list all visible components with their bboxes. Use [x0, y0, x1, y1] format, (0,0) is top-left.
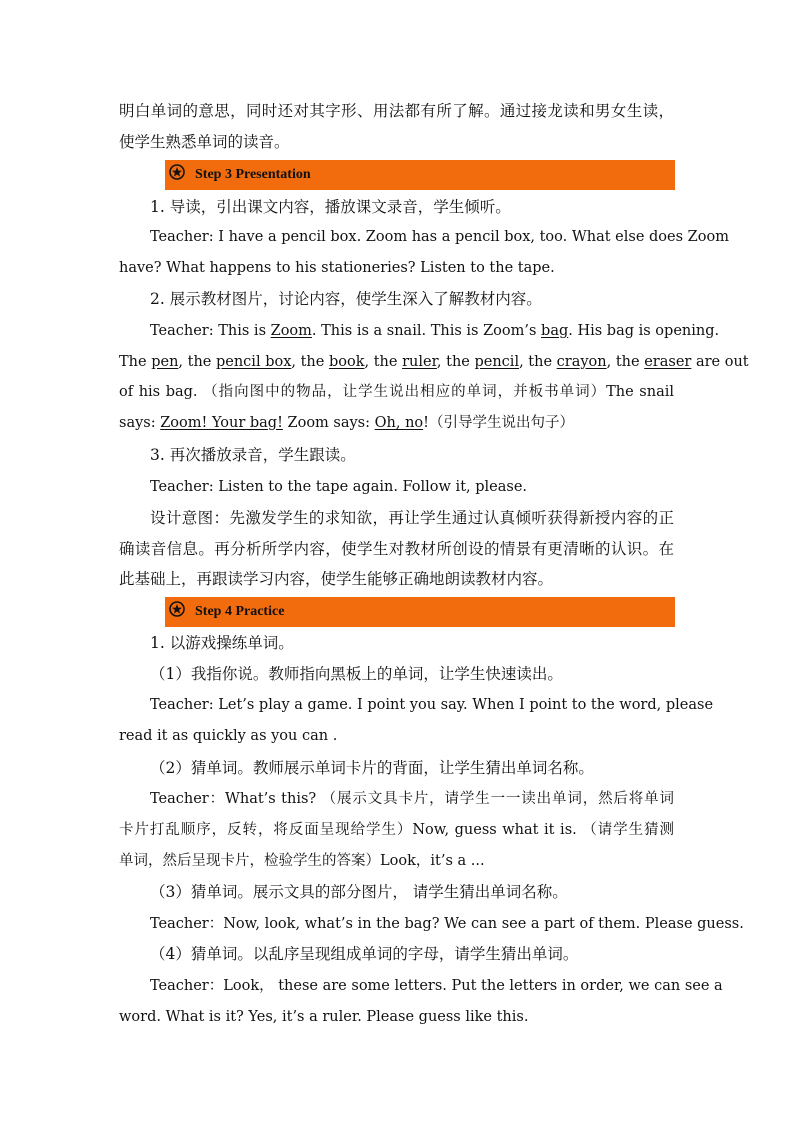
text-run: , the	[519, 354, 557, 370]
step4-heading: Step 4 Practice	[195, 604, 285, 619]
text-run: Zoom says:	[282, 415, 375, 431]
text-run: The	[119, 354, 152, 370]
design-intent-line-3: 此基础上，再跟读学习内容，使学生能够正确地朗读教材内容。	[119, 570, 554, 588]
design-intent-line-1: 设计意图：先激发学生的求知欲，再让学生通过认真倾听获得新授内容的正	[150, 509, 674, 527]
text-run: , the	[436, 354, 475, 370]
intro-line-2: 使学生熟悉单词的读音。	[119, 133, 290, 151]
underlined-word-pencil: pencil	[474, 354, 520, 370]
game-4-title: （4）猜单词。以乱序呈现组成单词的字母，请学生猜出单词。	[150, 945, 579, 963]
game-2-title: （2）猜单词。教师展示单词卡片的背面，让学生猜出单词名称。	[150, 759, 594, 777]
underlined-word-ruler: ruler	[402, 354, 437, 370]
step4-point-1: 1. 以游戏操练单词。	[150, 634, 294, 652]
step4-heading-bar	[165, 597, 675, 627]
step3-teacher-3: Teacher: Listen to the tape again. Follow it, please.	[150, 479, 528, 495]
text-run: , the	[178, 354, 216, 370]
underlined-word-bag: bag	[541, 323, 569, 339]
text-run: says:	[119, 415, 161, 431]
step3-teacher-2-line-3: of his bag. （指向图中的物品，让学生说出相应的单词，并板书单词）The snail	[119, 384, 674, 400]
step3-teacher-1-line-2: have? What happens to his stationeries? Listen to the tape.	[119, 260, 555, 276]
step3-teacher-2-line-4	[119, 412, 674, 434]
text-run: . This is a snail. This is Zoom’s	[311, 323, 542, 339]
step3-point-1: 1. 导读，引出课文内容，播放课文录音，学生倾听。	[150, 198, 511, 216]
step3-heading-bar	[165, 160, 675, 190]
design-intent-line-2: 确读音信息。再分析所学内容，使学生对教材所创设的情景有更清晰的认识。在	[119, 540, 674, 558]
game-3-teacher: Teacher：Now, look, what’s in the bag? We can see a part of them. Please guess.	[150, 916, 744, 932]
intro-line-1: 明白单词的意思，同时还对其字形、用法都有所了解。通过接龙读和男女生读，	[119, 102, 674, 120]
underlined-word-book: book	[328, 354, 365, 370]
text-run: Teacher: This is	[150, 323, 271, 339]
text-run: , the	[364, 354, 403, 370]
step3-point-2: 2. 展示教材图片，讨论内容，使学生深入了解教材内容。	[150, 290, 542, 308]
game-2-teacher-line-2: 卡片打乱顺序，反转，将反面呈现给学生）Now, guess what it is. （请学生猜测	[119, 822, 674, 838]
underlined-phrase-zoom-your-bag: Zoom! Your bag!	[160, 415, 283, 431]
game-4-teacher-line-1: Teacher：Look， these are some letters. Put the letters in order, we can see a	[150, 978, 723, 994]
game-1-teacher-line-1: Teacher: Let’s play a game. I point you say. When I point to the word, please	[150, 697, 714, 713]
text-run: , the	[606, 354, 645, 370]
text-run: , the	[291, 354, 329, 370]
step3-point-3: 3. 再次播放录音，学生跟读。	[150, 446, 356, 464]
game-3-title: （3）猜单词。展示文具的部分图片， 请学生猜出单词名称。	[150, 883, 568, 901]
game-2-teacher-line-1: Teacher：What’s this? （展示文具卡片，请学生一一读出单词，然后将单词	[150, 791, 674, 807]
text-run: !（引导学生说出句子）	[423, 415, 574, 431]
game-1-teacher-line-2: read it as quickly as you can .	[119, 728, 338, 744]
text-run: . His bag is opening.	[568, 323, 720, 339]
game-1-title: （1）我指你说。教师指向黑板上的单词，让学生快速读出。	[150, 665, 563, 683]
underlined-phrase-oh-no: Oh, no	[374, 415, 424, 431]
step3-teacher-2-line-1	[150, 320, 720, 342]
step3-heading: Step 3 Presentation	[195, 167, 311, 182]
underlined-word-zoom: Zoom	[270, 323, 312, 339]
underlined-word-pencil-box: pencil box	[215, 354, 292, 370]
step3-teacher-1-line-1: Teacher: I have a pencil box. Zoom has a pencil box, too. What else does Zoom	[150, 229, 729, 245]
underlined-word-crayon: crayon	[556, 354, 607, 370]
star-in-circle-icon	[169, 164, 185, 180]
underlined-word-pen: pen	[151, 354, 179, 370]
step3-teacher-2-line-2	[119, 351, 749, 373]
underlined-word-eraser: eraser	[644, 354, 692, 370]
game-4-teacher-line-2: word. What is it? Yes, it’s a ruler. Please guess like this.	[119, 1009, 529, 1025]
game-2-teacher-line-3: 单词，然后呈现卡片，检验学生的答案）Look，it’s a ...	[119, 853, 485, 869]
text-run: are out	[691, 354, 749, 370]
star-in-circle-icon	[169, 601, 185, 617]
